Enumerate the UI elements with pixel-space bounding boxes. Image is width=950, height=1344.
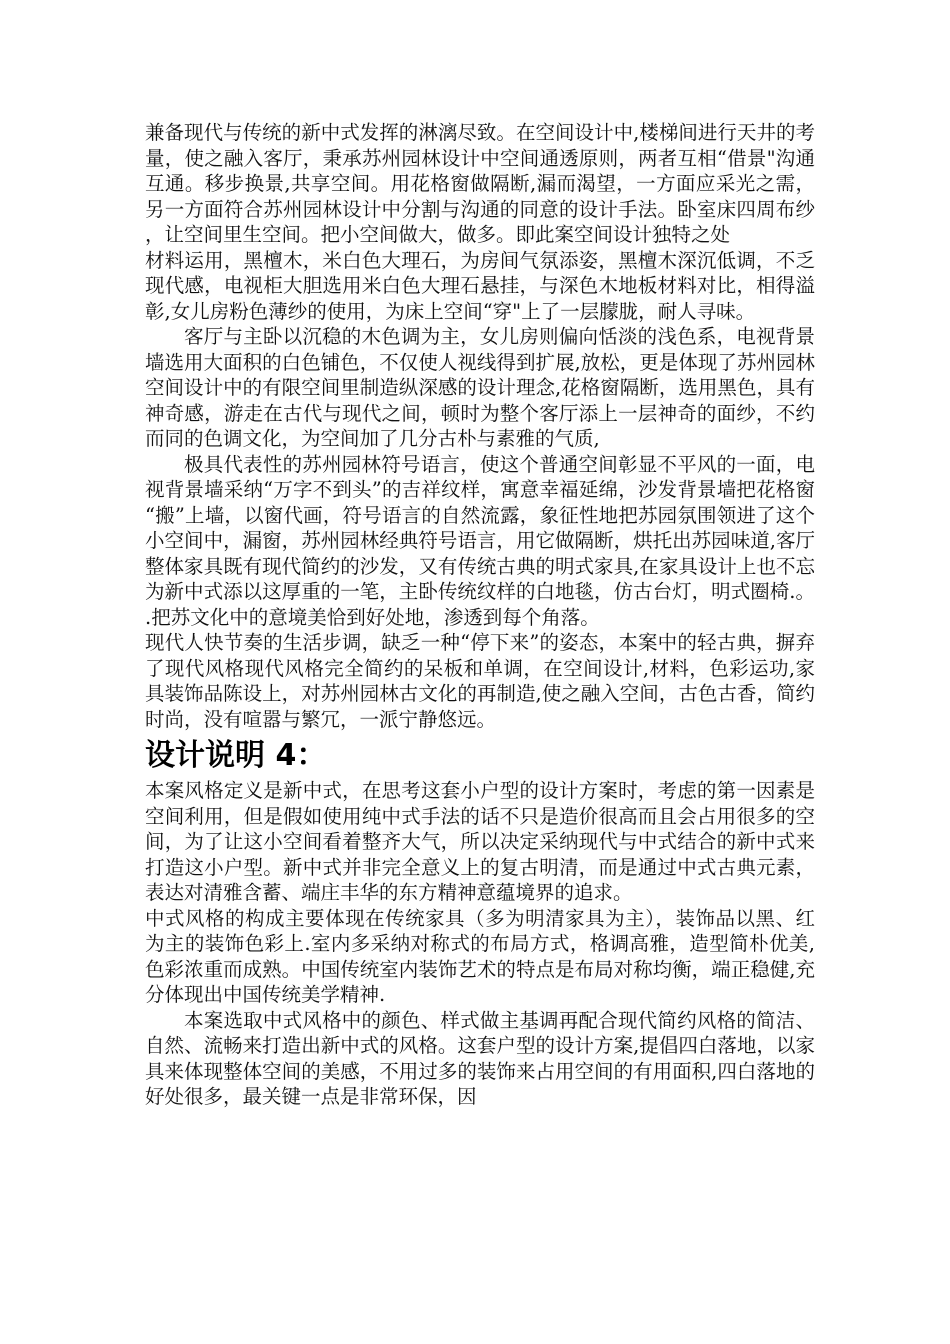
paragraph-style-definition: 本案风格定义是新中式，在思考这套小户型的设计方案时，考虑的第一因素是空间利用，但是假如使用纯中式手法的话不只是造价很高而且会占用很多的空间，为了让这小空间看着整齐大气，所以决定采纳现代与中式结合的新中式来打造这小户型。新中式并非完全意义上的复古明清，而是通过中式古典元素，表达对清雅含蓄、端庄丰华的东方精神意蕴境界的追求。 bbox=[145, 779, 815, 904]
paragraph-living-room: 客厅与主卧以沉稳的木色调为主，女儿房则偏向恬淡的浅色系，电视背景墙选用大面积的白色铺色，不仅使人视线得到扩展,放松，更是体现了苏州园林空间设计中的有限空间里制造纵深感的设计理念,花格窗隔断，选用黑色，具有神奇感，游走在古代与现代之间，顿时为整个客厅添上一层神奇的面纱，不约而同的色调文化，为空间加了几分古朴与素雅的气质, bbox=[145, 325, 815, 450]
paragraph-garden-symbols: 极具代表性的苏州园林符号语言，使这个普通空间彰显不平风的一面，电视背景墙采纳“万字不到头”的吉祥纹样，寓意幸福延绵，沙发背景墙把花格窗“搬”上墙，以窗代画，符号语言的自然流露，象征性地把苏园氛围领进了这个小空间中，漏窗，苏州园林经典符号语言，用它做隔断，烘托出苏园味道,客厅整体家具既有现代简约的沙发，又有传统古典的明式家具,在家具设计上也不忘为新中式添以这厚重的一笔，主卧传统纹样的白地毯，仿古台灯，明式圈椅.。.把苏文化中的意境美恰到好处地，渗透到每个角落。 bbox=[145, 452, 815, 629]
document-page bbox=[145, 120, 815, 1110]
paragraph-design-continuation: 兼备现代与传统的新中式发挥的淋漓尽致。在空间设计中,楼梯间进行天井的考量，使之融入客厅，秉承苏州园林设计中空间通透原则，两者互相“借景"沟通互通。移步换景,共享空间。用花格窗做隔断,漏而渴望，一方面应采光之需，另一方面符合苏州园林设计中分割与沟通的同意的设计手法。卧室床四周布纱，让空间里生空间。把小空间做大，做多。即此案空间设计独特之处 bbox=[145, 121, 815, 246]
section-heading: 设计说明 4： bbox=[145, 738, 327, 773]
paragraph-materials: 材料运用，黑檀木，米白色大理石，为房间气氛添姿，黑檀木深沉低调，不乏现代感，电视柜大胆选用米白色大理石悬挂，与深色木地板材料对比，相得溢彰,女儿房粉色薄纱的使用，为床上空间“穿"上了一层朦胧，耐人寻味。 bbox=[145, 248, 815, 323]
paragraph-modern-pace: 现代人快节奏的生活步调，缺乏一种“停下来”的姿态，本案中的轻古典，摒弃了现代风格现代风格完全简约的呆板和单调，在空间设计,材料，色彩运功,家具装饰品陈设上，对苏州园林古文化的再制造,使之融入空间，古色古香，简约时尚，没有喧嚣与繁冗，一派宁静悠远。 bbox=[145, 631, 815, 731]
paragraph-color-style: 本案选取中式风格中的颜色、样式做主基调再配合现代简约风格的简洁、自然、流畅来打造出新中式的风格。这套户型的设计方案,提倡四白落地，以家具来体现整体空间的美感，不用过多的装饰来占用空间的有用面积,四白落地的好处很多，最关键一点是非常环保，因 bbox=[145, 1008, 815, 1108]
paragraph-chinese-style: 中式风格的构成主要体现在传统家具（多为明清家具为主），装饰品以黑、红为主的装饰色彩上.室内多采纳对称式的布局方式，格调高雅，造型简朴优美,色彩浓重而成熟。中国传统室内装饰艺术的特点是布局对称均衡，端正稳健,充分体现出中国传统美学精神. bbox=[145, 906, 815, 1006]
